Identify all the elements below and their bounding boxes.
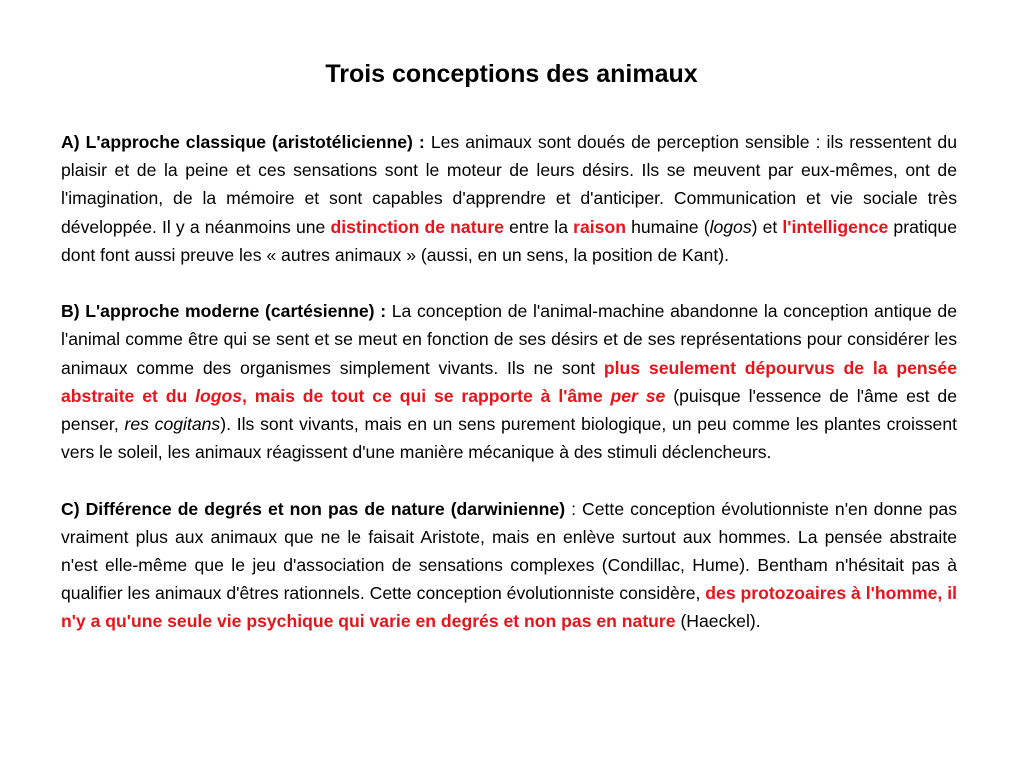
slide-title: Trois conceptions des animaux <box>325 60 698 88</box>
section-a-paragraph <box>61 128 957 269</box>
section-a-text: ) et <box>751 216 783 237</box>
section-a-text: pratique dont font aussi preuve les « autres animaux » (aussi, en un sens, la position de Kant). <box>61 216 958 265</box>
section-a-text: entre la <box>503 216 574 237</box>
section-b-text: (puisque l'essence de l'âme est de penser, <box>61 385 957 435</box>
section-a-italic: logos <box>709 216 752 237</box>
section-b-text: La conception de l'animal-machine abandonne la conception antique de l'animal comme être qui se sent et se meut en fonction de ses désirs et de ses représentations pour considérer les animaux comme des organismes simplement vivants. Ils ne sont <box>61 301 957 378</box>
section-b-emphasis-italic: per se <box>610 385 666 406</box>
section-a-text: humaine ( <box>625 216 710 237</box>
section-b-italic: res cogitans <box>124 414 221 435</box>
section-b-heading: B) L'approche moderne (cartésienne) : <box>61 301 387 322</box>
section-a-emphasis: l'intelligence <box>782 216 889 237</box>
section-a-text: Les animaux sont doués de perception sensible : ils ressentent du plaisir et de la peine et ces sensations sont le moteur de leurs désirs. Ils se meuvent par eux-mêmes, ont de l'imagination, de la mémoire et sont capables d'apprendre et d'anticiper. Communication et vie sociale très développée. Il y a néanmoins une <box>61 132 957 237</box>
section-b-emphasis-italic: logos <box>195 385 243 406</box>
section-c-text: : Cette conception évolutionniste n'en donne pas vraiment plus aux animaux que ne le faisait Aristote, mais en enlève surtout aux hommes. La pensée abstraite n'est elle-même que le jeu d'association de sensations complexes (Condillac, Hume). Bentham n'hésitait pas à qualifier les animaux d'êtres rationnels. Cette conception évolutionniste considère, <box>61 498 957 604</box>
section-b-emphasis: , mais de tout ce qui se rapporte à l'âme <box>242 385 611 406</box>
section-c-paragraph <box>61 495 957 636</box>
section-a-emphasis: raison <box>573 216 626 237</box>
section-a-emphasis: distinction de nature <box>330 216 504 237</box>
section-b-text: ). Ils sont vivants, mais en un sens purement biologique, un peu comme les plantes croissent vers le soleil, les animaux réagissent d'une manière mécanique à des stimuli déclencheurs. <box>61 414 958 463</box>
section-c-emphasis: des protozoaires à l'homme, il n'y a qu'une seule vie psychique qui varie en degrés et non pas en nature <box>61 583 957 632</box>
section-a-heading: A) L'approche classique (aristotélicienne) : <box>61 132 425 152</box>
section-b-paragraph <box>61 297 957 466</box>
section-c-text: (Haeckel). <box>675 611 761 632</box>
section-b-emphasis: plus seulement dépourvus de la pensée abstraite et du <box>61 357 958 406</box>
section-c-heading: C) Différence de degrés et non pas de nature (darwinienne) <box>61 498 566 519</box>
slide-body <box>61 128 957 664</box>
